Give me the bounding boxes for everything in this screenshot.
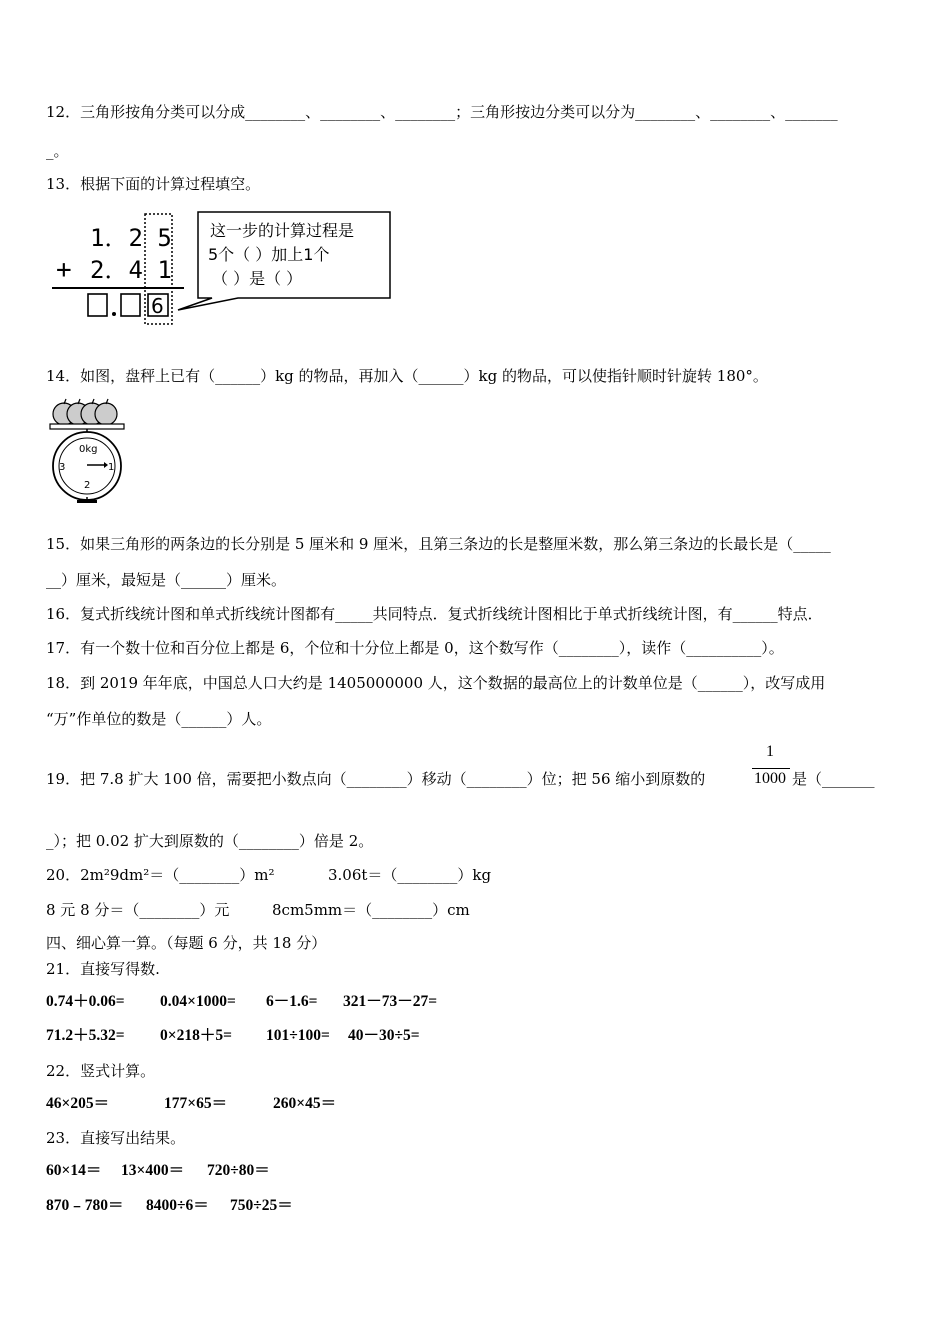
q23-item: 750÷25＝ xyxy=(230,1197,293,1214)
q20-b: 3.06t＝（________）kg xyxy=(328,866,492,884)
addend-2: 2．4 1 xyxy=(90,256,172,284)
blank-box-1 xyxy=(88,294,107,316)
fraction-numerator: 1 xyxy=(766,743,774,760)
q14-text: 14．如图，盘秤上已有（______）kg 的物品，再加入（______）kg 的物品，可以使指针顺时针旋转 180°。 xyxy=(46,367,768,385)
scale-base xyxy=(77,500,97,503)
section-4-heading: 四、细心算一算。（每题 6 分，共 18 分） xyxy=(46,934,327,952)
bubble-text-2: 5个（ ）加上1个 xyxy=(208,245,330,264)
q23-item: 60×14＝ xyxy=(46,1162,102,1179)
q19-line1-after: 是（_______ xyxy=(792,770,875,788)
blank-box-2 xyxy=(121,294,140,316)
dial-label-right: 1 xyxy=(108,462,115,473)
q15-line2: __）厘米，最短是（______）厘米。 xyxy=(46,571,287,589)
q21-item: 0.74＋0.06= xyxy=(46,993,125,1010)
q21-item: 40－30÷5= xyxy=(348,1027,420,1044)
q21-item: 0.04×1000= xyxy=(160,993,236,1010)
decimal-point xyxy=(112,312,116,316)
scale-figure xyxy=(44,396,134,508)
result-digit: 6 xyxy=(151,294,164,318)
q13-text: 13．根据下面的计算过程填空。 xyxy=(46,175,261,193)
q20-a: 20．2m²9dm²＝（________）m² xyxy=(46,866,275,884)
q21-item: 6－1.6= xyxy=(266,993,318,1010)
q12-line1: 12．三角形按角分类可以分成________、________、________；三角形按边分类可以分为________、________、_______ xyxy=(46,103,838,121)
q21-title: 21．直接写得数. xyxy=(46,960,160,978)
q15-line1: 15．如果三角形的两条边的长分别是 5 厘米和 9 厘米，且第三条边的长是整厘米数，那么第三条边的长最长是（_____ xyxy=(46,535,831,553)
q22-item: 46×205＝ xyxy=(46,1095,110,1112)
q21-item: 321－73－27= xyxy=(343,993,438,1010)
addition-figure xyxy=(48,206,398,328)
q23-item: 8400÷6＝ xyxy=(146,1197,209,1214)
q19-line1: 19．把 7.8 扩大 100 倍，需要把小数点向（________）移动（________）位；把 56 缩小到原数的 xyxy=(46,770,706,788)
q17-text: 17．有一个数十位和百分位上都是 6，个位和十分位上都是 0，这个数写作（________），读作（__________）。 xyxy=(46,639,784,657)
q19-line2: _）；把 0.02 扩大到原数的（________）倍是 2。 xyxy=(46,832,374,850)
q23-item: 870﹣780＝ xyxy=(46,1197,124,1214)
q22-item: 260×45＝ xyxy=(273,1095,337,1112)
dial-label-left: 3 xyxy=(59,462,66,473)
q18-line1: 18．到 2019 年年底，中国总人口大约是 1405000000 人，这个数据的最高位上的计数单位是（______），改写成用 xyxy=(46,674,826,692)
q18-line2: “万”作单位的数是（______）人。 xyxy=(46,710,272,728)
q22-item: 177×65＝ xyxy=(164,1095,228,1112)
q23-item: 720÷80＝ xyxy=(207,1162,270,1179)
q16-text: 16．复式折线统计图和单式折线统计图都有_____共同特点．复式折线统计图相比于单式折线统计图，有______特点． xyxy=(46,605,823,623)
addend-1: 1．2 5 xyxy=(90,224,172,252)
q23-title: 23．直接写出结果。 xyxy=(46,1129,186,1147)
fraction-denominator: 1000 xyxy=(754,770,786,787)
q23-item: 13×400＝ xyxy=(121,1162,185,1179)
bubble-text-1: 这一步的计算过程是 xyxy=(210,221,355,240)
bubble-text-3: （ ）是（ ） xyxy=(212,269,303,288)
dial-label-top: 0kg xyxy=(79,444,98,455)
q21-item: 71.2＋5.32= xyxy=(46,1027,125,1044)
q20-c: 8 元 8 分＝（________）元 xyxy=(46,901,230,919)
q12-line2: _。 xyxy=(46,142,69,160)
fraction-bar xyxy=(752,768,790,769)
q20-d: 8cm5mm＝（________）cm xyxy=(272,901,470,919)
q21-item: 0×218＋5= xyxy=(160,1027,232,1044)
scale-pan xyxy=(50,424,124,429)
q21-item: 101÷100= xyxy=(266,1027,330,1044)
dial-label-bottom: 2 xyxy=(84,480,91,491)
q22-title: 22．竖式计算。 xyxy=(46,1062,156,1080)
plus-sign: + xyxy=(56,255,72,285)
apple-icon xyxy=(95,403,117,425)
